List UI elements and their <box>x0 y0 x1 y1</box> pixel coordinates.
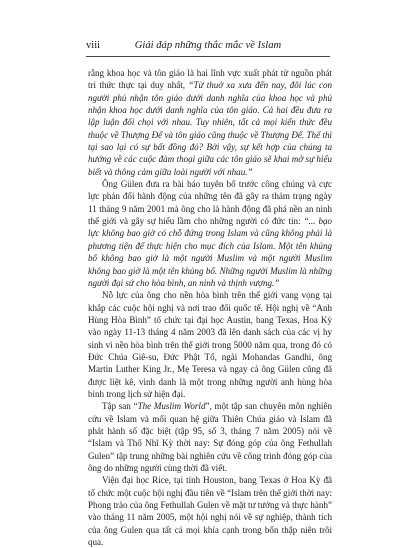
page-header <box>86 38 330 57</box>
running-title: Giải đáp những thắc mắc về Islam <box>134 40 282 51</box>
paragraph-2 <box>88 178 332 289</box>
paragraph-2-quote: “... bạo lực không bao giờ có chỗ đứng trong Islam và cũng không phải là phương tiện để thực hiện cho mục đích của Islam. Một tên khủng bố không bao giờ là một người Muslim và một người Muslim không bao giờ là một tên khủng bố. Những người Muslim là những người đại sứ cho hòa bình, an ninh và thịnh vượng.” <box>88 216 333 288</box>
paragraph-3-text: Nỗ lực của ông cho nền hòa bình trên thế giới vang vọng tại khắp các cuộc hội nghị và nơi trao đổi quốc tế. Hội nghị về “Anh Hùng Hòa Bình” tổ chức tại đại học Austin, bang Texas, Hoa Kỳ vào ngày 11-13 tháng 4 năm 2003 đã lên danh sách của các vị hy sinh vì nền hòa bình trên thế giới trong 5000 năm qua, trong đó có Đức Chúa Giê-su, Đức Phật Tổ, ngài Mohandas Gandhi, ông Martin Luther King Jr., Mẹ Teresa và ngay cả ông Gülen cũng đã được liệt kê, vinh danh là một trong những người anh hùng hòa bình trong lịch sử hiện đại. <box>88 290 332 399</box>
paragraph-2-text: Ông Gülen đưa ra bài báo tuyên bố trước công chúng và cực lực phản đối hành động của những tên đã gây ra thảm trạng ngày 11 tháng 9 năm 2001 mà ông cho là hành động đã phá nền an ninh thế giới và gây sự hiểu lầm cho những người có đức tin: <box>88 179 332 227</box>
paragraph-4-text-b: ”, một tập san chuyên môn nghiên cứu về Islam và mối quan hệ giữa Thiên Chúa giáo và Islam đã phát hành số đặc biệt (tập 95, số 3, tháng 7 năm 2005) nói về “Islam và Thổ Nhĩ Kỳ thời nay: Sự đóng góp của ông Fethullah Gulen” tập trung những bài nghiên cứu về công trình đóng góp của ông do những người cùng thời đã viết. <box>88 401 332 473</box>
paragraph-1-text: rằng khoa học và tôn giáo là hai lĩnh vực xuất phát từ nguồn phát tri thức thực tại duy nhất, <box>88 68 332 91</box>
paragraph-5 <box>88 474 332 548</box>
paragraph-1-quote: “Từ thuở xa xưa đến nay, đôi lúc con người phủ nhận tôn giáo dưới danh nghĩa của khoa học và phủ nhận khoa học dưới danh nghĩa của tôn giáo. Cả hai đều đưa ra lập luận đối chọi với nhau. Tuy nhiên, tất cả mọi kiến thức đều thuộc về Thượng Đế và tôn giáo cũng thuộc về Thượng Đế. Thế thì tại sao lại có sự bất đồng đó? Bởi vậy, sự kết hợp của chúng ta hướng về các cuộc đàm thoại giữa các tôn giáo sẽ khai mở sự hiểu biết và thông cảm giữa loài người với nhau.” <box>88 80 333 177</box>
paragraph-3 <box>88 289 332 400</box>
page-body <box>88 67 332 548</box>
journal-title: The Muslim World <box>137 401 206 412</box>
paragraph-4 <box>88 400 332 474</box>
paragraph-5-text: Viện đại học Rice, tại tỉnh Houston, bang Texas ở Hoa Kỳ đã tổ chức một cuộc hội nghị đầu tiên về “Islam trên thế giới thời nay: Phong trào của ông Fethullah Gulen về mặt tư tưởng và thực hành” vào tháng 11 năm 2005, một hội nghị nói về sự nghiệp, thành tích của ông Gulen qua tất cả mọi khía cạnh trong bốn thập niên trôi qua. <box>88 475 332 548</box>
page-number: viii <box>86 40 101 51</box>
paragraph-4-text-a: Tập san “ <box>102 401 138 412</box>
paragraph-1 <box>88 67 332 178</box>
